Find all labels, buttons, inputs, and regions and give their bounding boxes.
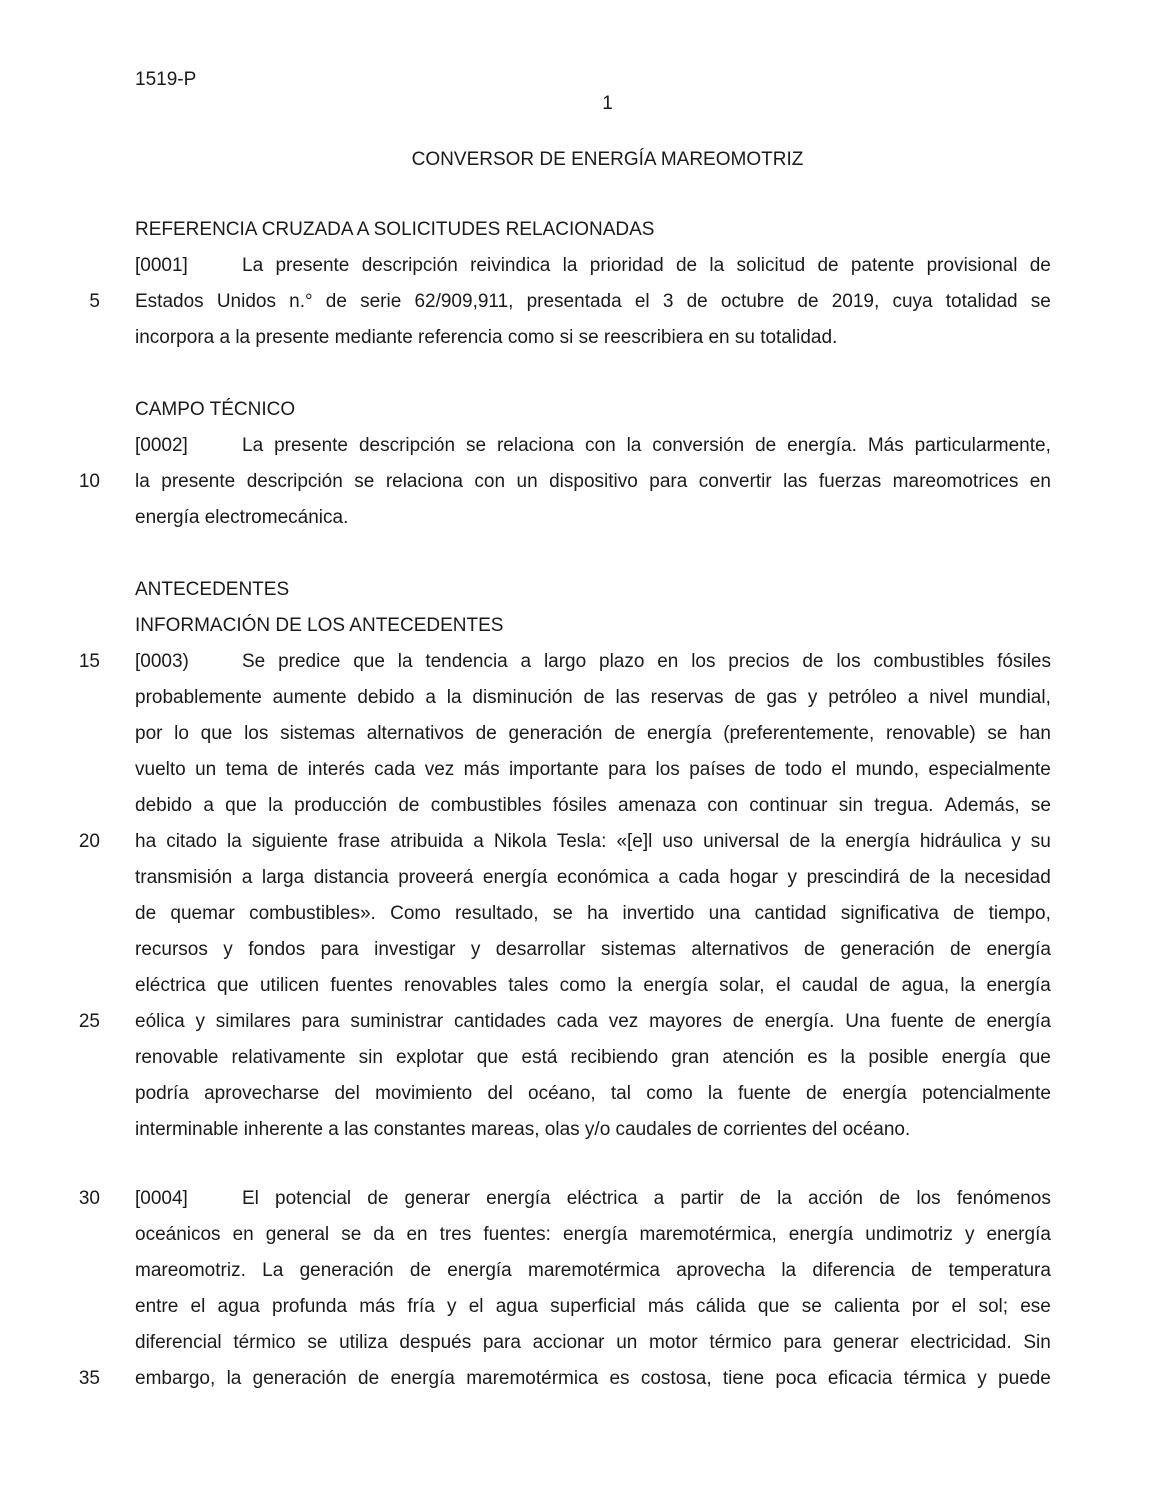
text-line [135,428,1051,464]
text-line: renovable relativamente sin explotar que está recibiendo gran atención es la posible energía que [135,1047,1051,1068]
text-line [135,248,1051,284]
text-line: ha citado la siguiente frase atribuida a Nikola Tesla: «[e]l uso universal de la energía hidráulica y su [135,831,1051,852]
line-number: 25 [78,1011,100,1032]
text-line: eólica y similares para suministrar cantidades cada vez mayores de energía. Una fuente de energía [135,1011,1051,1032]
paragraph-text: La presente descripción reivindica la prioridad de la solicitud de patente provisional de [242,255,1051,276]
text-line: interminable inherente a las constantes mareas, olas y/o caudales de corrientes del océano. [135,1119,911,1140]
text-line: debido a que la producción de combustibles fósiles amenaza con continuar sin tregua. Además, se [135,795,1051,816]
paragraph-text: La presente descripción se relaciona con la conversión de energía. Más particularmente, [242,435,1051,456]
paragraph-number: [0001] [135,255,188,276]
document-id: 1519-P [135,69,197,90]
text-line: embargo, la generación de energía maremotérmica es costosa, tiene poca eficacia térmica y puede [135,1368,1051,1389]
text-line: la presente descripción se relaciona con un dispositivo para convertir las fuerzas mareomotrices en [135,471,1051,492]
text-line: por lo que los sistemas alternativos de generación de energía (preferentemente, renovable) se han [135,723,1051,744]
text-line: entre el agua profunda más fría y el agua superficial más cálida que se calienta por el sol; ese [135,1296,1051,1317]
text-line: REFERENCIA CRUZADA A SOLICITUDES RELACIONADAS [135,219,655,240]
text-line: recursos y fondos para investigar y desarrollar sistemas alternativos de generación de energía [135,939,1051,960]
line-number: 5 [89,291,100,312]
paragraph-number: [0004] [135,1188,188,1209]
text-line [135,644,1051,680]
paragraph-number: [0002] [135,435,188,456]
line-number: 15 [78,651,100,672]
text-line: INFORMACIÓN DE LOS ANTECEDENTES [135,615,504,636]
text-line: podría aprovecharse del movimiento del océano, tal como la fuente de energía potencialmente [135,1083,1051,1104]
text-line: transmisión a larga distancia proveerá energía económica a cada hogar y prescindirá de la necesidad [135,867,1051,888]
text-line: ANTECEDENTES [135,579,290,600]
page-number: 1 [602,93,613,114]
text-line: de quemar combustibles». Como resultado, se ha invertido una cantidad significativa de tiempo, [135,903,1051,924]
text-line: probablemente aumente debido a la disminución de las reservas de gas y petróleo a nivel mundial, [135,687,1051,708]
line-number: 20 [78,831,100,852]
line-number: 10 [78,471,100,492]
text-line: incorpora a la presente mediante referencia como si se reescribiera en su totalidad. [135,327,838,348]
text-line: vuelto un tema de interés cada vez más importante para los países de todo el mundo, especialmente [135,759,1051,780]
text-line: energía electromecánica. [135,507,349,528]
text-line: CAMPO TÉCNICO [135,399,296,420]
document-title: CONVERSOR DE ENERGÍA MAREOMOTRIZ [411,149,804,170]
text-line: mareomotriz. La generación de energía maremotérmica aprovecha la diferencia de temperatura [135,1260,1051,1281]
text-line: diferencial térmico se utiliza después para accionar un motor térmico para generar electricidad. Sin [135,1332,1051,1353]
line-number: 30 [78,1188,100,1209]
text-line: oceánicos en general se da en tres fuentes: energía maremotérmica, energía undimotriz y energía [135,1224,1051,1245]
line-number: 35 [78,1368,100,1389]
paragraph-number: [0003) [135,651,189,672]
paragraph-text: Se predice que la tendencia a largo plazo en los precios de los combustibles fósiles [242,651,1051,672]
text-line: Estados Unidos n.° de serie 62/909,911, presentada el 3 de octubre de 2019, cuya totalidad se [135,291,1051,312]
text-line [135,1181,1051,1217]
paragraph-text: El potencial de generar energía eléctrica a partir de la acción de los fenómenos [242,1188,1051,1209]
text-line: eléctrica que utilicen fuentes renovables tales como la energía solar, el caudal de agua, la energía [135,975,1051,996]
